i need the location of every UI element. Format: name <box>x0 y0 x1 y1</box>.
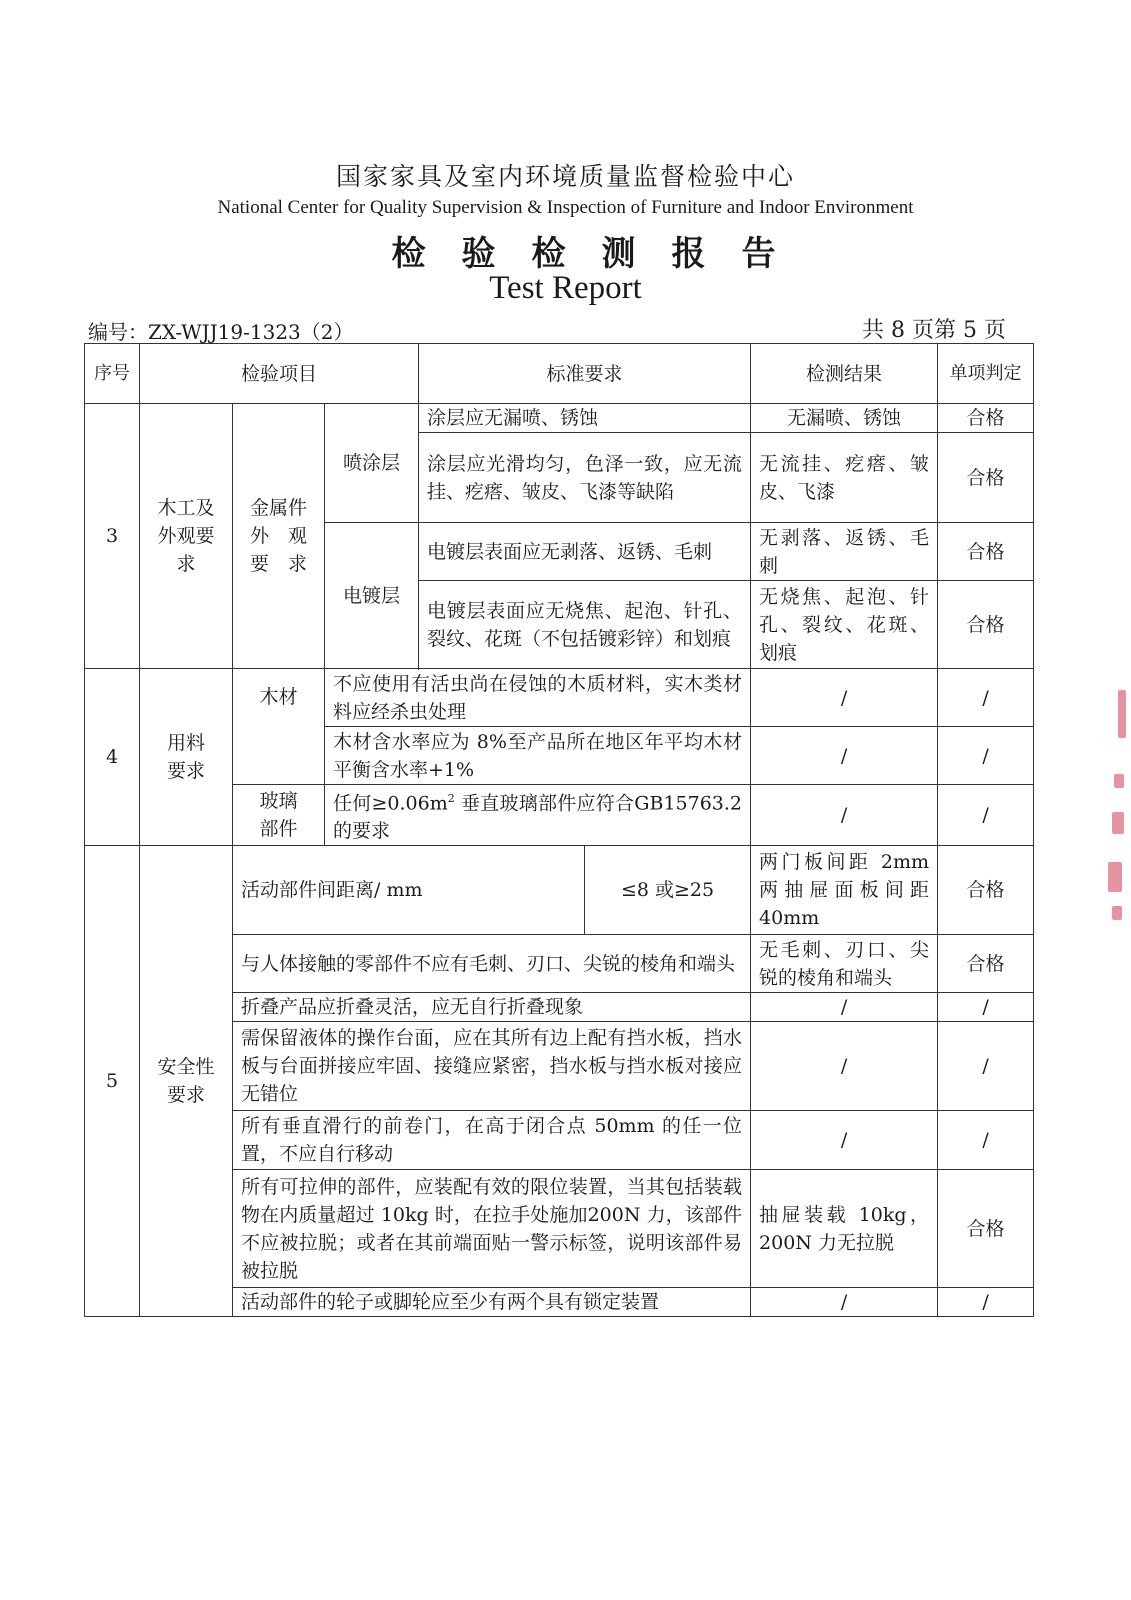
header-result: 检测结果 <box>751 344 938 404</box>
glass-cell: 玻璃部件 <box>233 785 325 846</box>
header-verdict: 单项判定 <box>938 344 1034 404</box>
category-cell: 用料要求 <box>140 669 233 846</box>
report-number: 编号：ZX-WJJ19-1323（2） <box>88 320 354 344</box>
seal-fragment <box>1118 690 1126 738</box>
header-seq: 序号 <box>85 344 140 404</box>
seal-fragment <box>1112 906 1122 920</box>
wood-cell: 木材 <box>233 669 325 785</box>
result-cell: / <box>751 1288 938 1317</box>
page-info: 共 8 页第 5 页 <box>862 318 1006 343</box>
subcategory-cell: 金属件外 观要 求 <box>233 404 325 669</box>
org-name-en: National Center for Quality Supervision & Inspection of Furniture and Indoor Environment <box>217 197 914 218</box>
org-name-cn: 国家家具及室内环境质量监督检验中心 <box>335 162 795 191</box>
standard-cell: 电镀层表面应无烧焦、起泡、针孔、裂纹、花斑（不包括镀彩锌）和划痕 <box>419 581 751 669</box>
result-cell: / <box>751 1022 938 1111</box>
result-cell: / <box>751 669 938 727</box>
table-header-row <box>85 344 1034 404</box>
verdict-cell: 合格 <box>938 404 1034 433</box>
standard-cell: 活动部件的轮子或脚轮应至少有两个具有锁定装置 <box>233 1288 751 1317</box>
result-cell: / <box>751 785 938 846</box>
limit-cell: ≤8 或≥25 <box>585 846 751 935</box>
seal-fragment <box>1112 812 1124 834</box>
standard-cell: 任何$\ge 0.06m^2$ 垂直玻璃部件应符合GB15763.2 的要求 <box>325 785 751 846</box>
subitem-cell: 电镀层 <box>325 523 419 669</box>
result-cell: / <box>751 993 938 1022</box>
seal-fragment <box>1108 862 1122 892</box>
standard-cell: 折叠产品应折叠灵活，应无自行折叠现象 <box>233 993 751 1022</box>
seal-fragment <box>1114 774 1124 788</box>
seq-cell: 5 <box>85 846 140 1317</box>
header-item: 检验项目 <box>140 344 419 404</box>
category-cell: 安全性要求 <box>140 846 233 1317</box>
standard-cell: 涂层应光滑均匀，色泽一致，应无流挂、疙瘩、皱皮、飞漆等缺陷 <box>419 433 751 523</box>
verdict-cell: / <box>938 993 1034 1022</box>
standard-cell: 木材含水率应为 8%至产品所在地区年平均木材平衡含水率+1% <box>325 727 751 785</box>
verdict-cell: / <box>938 1288 1034 1317</box>
verdict-cell: 合格 <box>938 846 1034 935</box>
verdict-cell: / <box>938 727 1034 785</box>
table-row <box>85 669 1034 727</box>
header-standard: 标准要求 <box>419 344 751 404</box>
result-cell: 无烧焦、起泡、针孔、裂纹、花斑、划痕 <box>751 581 938 669</box>
result-cell: 无漏喷、锈蚀 <box>751 404 938 433</box>
result-cell: 无毛刺、刃口、尖锐的棱角和端头 <box>751 935 938 993</box>
standard-cell: 需保留液体的操作台面，应在其所有边上配有挡水板，挡水板与台面拼接应牢固、接缝应紧密，挡水板与挡水板对接应无错位 <box>233 1022 751 1111</box>
standard-cell: 所有可拉伸的部件，应装配有效的限位装置，当其包括装载物在内质量超过 10kg 时，在拉手处施加200N 力，该部件不应被拉脱；或者在其前端面贴一警示标签，说明该部件易被拉脱 <box>233 1170 751 1288</box>
verdict-cell: 合格 <box>938 433 1034 523</box>
standard-cell: 不应使用有活虫尚在侵蚀的木质材料，实木类材料应经杀虫处理 <box>325 669 751 727</box>
inspection-table <box>84 343 1034 1317</box>
standard-cell: 所有垂直滑行的前卷门，在高于闭合点 50mm 的任一位置，不应自行移动 <box>233 1111 751 1170</box>
result-cell: 两门板间距 2mm 两抽屉面板间距 40mm <box>751 846 938 935</box>
table-row <box>85 404 1034 433</box>
verdict-cell: 合格 <box>938 935 1034 993</box>
result-cell: 抽屉装载 10kg，200N 力无拉脱 <box>751 1170 938 1288</box>
table-row <box>85 846 1034 935</box>
verdict-cell: / <box>938 1111 1034 1170</box>
verdict-cell: / <box>938 785 1034 846</box>
result-cell: 无流挂、疙瘩、皱皮、飞漆 <box>751 433 938 523</box>
verdict-cell: / <box>938 669 1034 727</box>
verdict-cell: 合格 <box>938 581 1034 669</box>
result-cell: / <box>751 727 938 785</box>
seq-cell: 4 <box>85 669 140 846</box>
standard-cell: 与人体接触的零部件不应有毛刺、刃口、尖锐的棱角和端头 <box>233 935 751 993</box>
verdict-cell: 合格 <box>938 1170 1034 1288</box>
standard-cell: 电镀层表面应无剥落、返锈、毛刺 <box>419 523 751 581</box>
verdict-cell: 合格 <box>938 523 1034 581</box>
verdict-cell: / <box>938 1022 1034 1111</box>
standard-cell: 活动部件间距离/ mm <box>233 846 585 935</box>
report-title-cn: 检验检测报告 <box>391 234 812 274</box>
subitem-cell: 喷涂层 <box>325 404 419 523</box>
standard-cell: 涂层应无漏喷、锈蚀 <box>419 404 751 433</box>
category-cell: 木工及外观要求 <box>140 404 233 669</box>
result-cell: 无剥落、返锈、毛刺 <box>751 523 938 581</box>
report-title-en: Test Report <box>489 270 642 306</box>
seq-cell: 3 <box>85 404 140 669</box>
result-cell: / <box>751 1111 938 1170</box>
